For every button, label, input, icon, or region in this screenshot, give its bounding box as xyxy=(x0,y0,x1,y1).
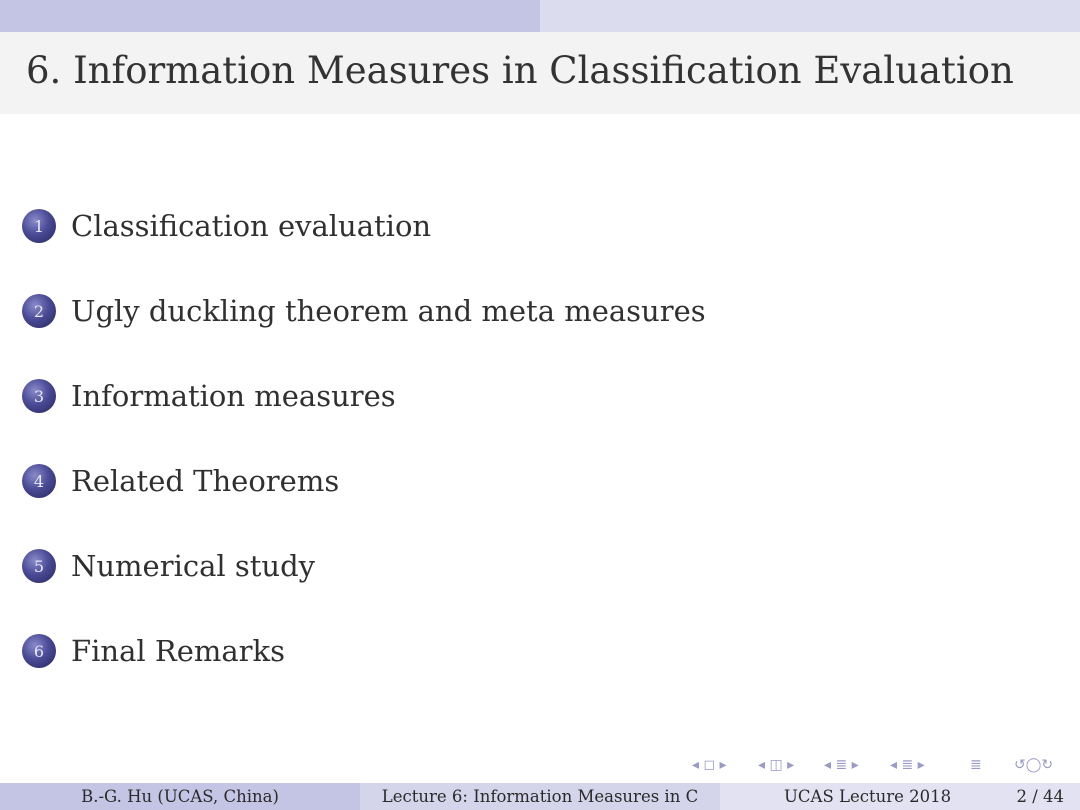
outline-item-label: Ugly duckling theorem and meta measures xyxy=(71,294,706,328)
footer-event: UCAS Lecture 2018 xyxy=(784,787,952,806)
section-nav-icon[interactable]: ◂ ≣ ▸ xyxy=(824,757,859,773)
outline-item-6[interactable] xyxy=(22,631,285,671)
frame-nav-icon[interactable]: ◂ ◻ ▸ xyxy=(692,757,727,773)
numbered-ball-icon: 3 xyxy=(22,379,56,413)
outline-item-5[interactable] xyxy=(22,546,315,586)
search-back-forward-icon[interactable]: ↺◯↻ xyxy=(1014,757,1054,773)
numbered-ball-icon: 2 xyxy=(22,294,56,328)
outline-item-3[interactable] xyxy=(22,376,396,416)
outline-item-2[interactable] xyxy=(22,291,706,331)
footer-right xyxy=(720,783,1080,810)
outline-item-1[interactable] xyxy=(22,206,431,246)
frame-title: 6. Information Measures in Classification Evaluation xyxy=(26,49,1014,92)
outline-item-label: Classification evaluation xyxy=(71,209,432,243)
outline-item-label: Related Theorems xyxy=(71,464,340,498)
outline-item-4[interactable] xyxy=(22,461,339,501)
outline-item-label: Information measures xyxy=(71,379,396,413)
numbered-ball-icon: 5 xyxy=(22,549,56,583)
page-number: 2 / 44 xyxy=(1016,787,1064,806)
subsection-nav-icon[interactable]: ◂ ◫ ▸ xyxy=(758,757,795,773)
footer-short-title: Lecture 6: Information Measures in C xyxy=(360,783,720,810)
footer-bar xyxy=(0,783,1080,810)
footer-author: B.-G. Hu (UCAS, China) xyxy=(0,783,360,810)
outline-item-label: Numerical study xyxy=(71,549,316,583)
numbered-ball-icon: 6 xyxy=(22,634,56,668)
outline-item-label: Final Remarks xyxy=(71,634,285,668)
numbered-ball-icon: 4 xyxy=(22,464,56,498)
outline-icon[interactable]: ≣ xyxy=(970,757,982,773)
numbered-ball-icon: 1 xyxy=(22,209,56,243)
section-nav-icon-2[interactable]: ◂ ≣ ▸ xyxy=(890,757,925,773)
